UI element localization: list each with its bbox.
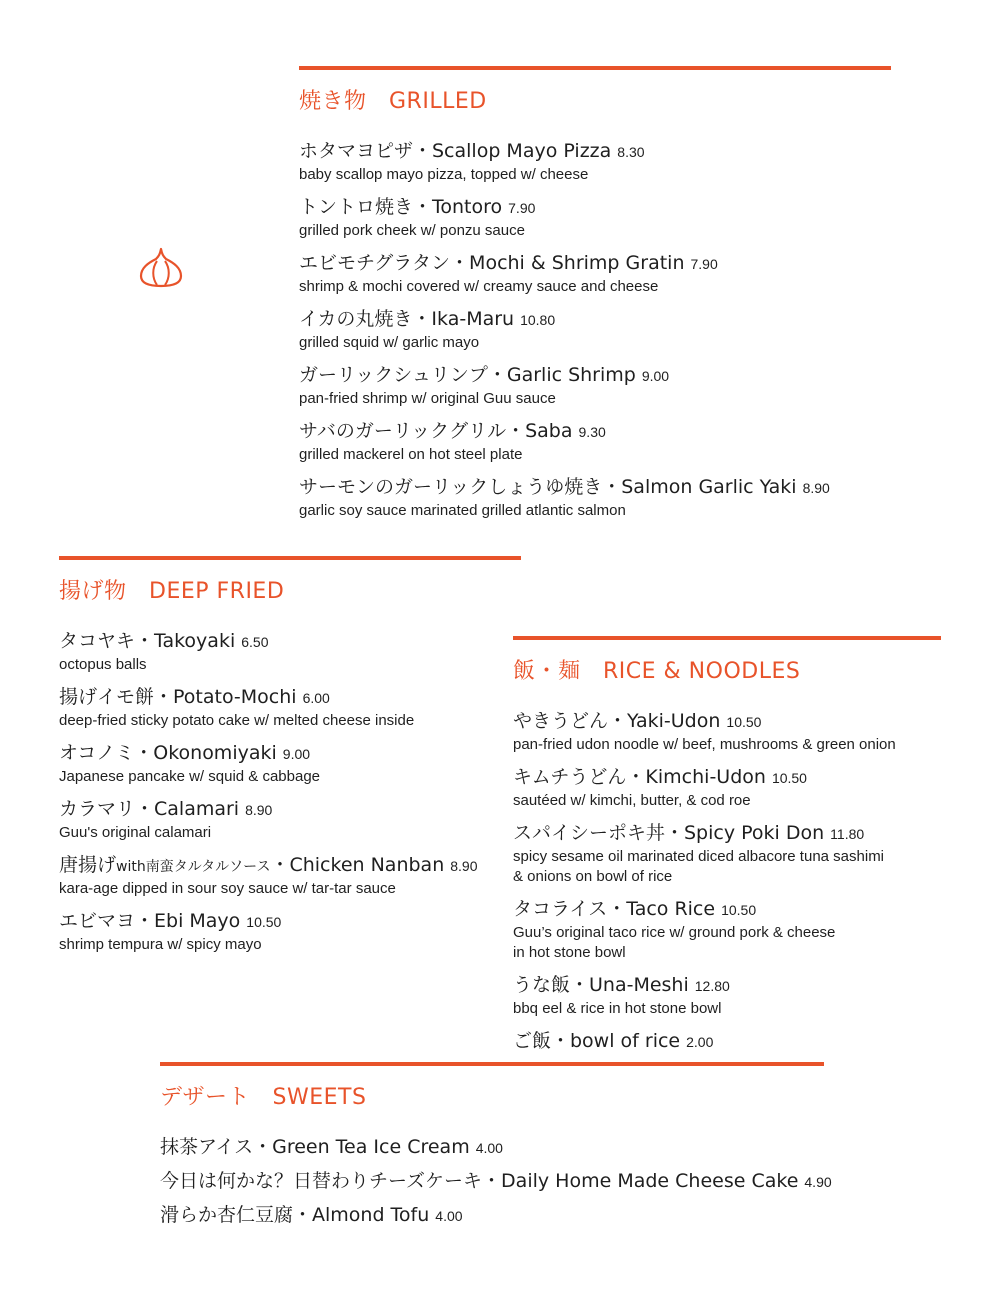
- item-description: pan-fried shrimp w/ original Guu sauce: [299, 390, 556, 407]
- menu-item: [59, 853, 521, 899]
- section-rule: [59, 556, 521, 560]
- item-price: 8.90: [450, 858, 478, 874]
- menu-list: [299, 139, 891, 521]
- item-name: うな飯・Una-Meshi: [513, 974, 689, 996]
- item-price: 4.00: [435, 1208, 463, 1224]
- item-name: エビモチグラタン・Mochi & Shrimp Gratin: [299, 252, 685, 274]
- item-description: shrimp tempura w/ spicy mayo: [59, 936, 262, 953]
- item-name-suffix: ・Chicken Nanban: [270, 854, 445, 876]
- item-description: bbq eel & rice in hot stone bowl: [513, 1000, 722, 1017]
- menu-item: [160, 1169, 832, 1195]
- menu-item: [59, 797, 521, 843]
- section-heading: デザート SWEETS: [160, 1085, 367, 1110]
- section-deep-fried: [59, 556, 521, 965]
- item-price: 7.90: [508, 200, 536, 216]
- menu-item: [59, 909, 521, 955]
- menu-item: [513, 1029, 941, 1055]
- item-name: スパイシーポキ丼・Spicy Poki Don: [513, 822, 825, 844]
- item-price: 6.50: [241, 634, 269, 650]
- item-price: 4.00: [475, 1140, 503, 1156]
- item-price: 8.90: [245, 802, 273, 818]
- section-rice-noodles: [513, 636, 941, 1065]
- menu-item: [299, 363, 891, 409]
- item-price: 8.30: [617, 144, 645, 160]
- item-name: カラマリ・Calamari: [59, 798, 240, 820]
- item-description: octopus balls: [59, 656, 147, 673]
- menu-item: [299, 139, 891, 185]
- section-rule: [299, 66, 891, 70]
- item-name: やきうどん・Yaki-Udon: [513, 710, 721, 732]
- item-name: [59, 854, 444, 876]
- menu-item: [513, 973, 941, 1019]
- menu-list: [513, 709, 941, 1055]
- item-price: 10.80: [520, 312, 556, 328]
- item-description: baby scallop mayo pizza, topped w/ cheese: [299, 166, 589, 183]
- item-name-prefix: 唐揚げ: [59, 854, 117, 876]
- item-name: サバのガーリックグリル・Saba: [299, 420, 573, 442]
- item-price: 7.90: [690, 256, 718, 272]
- item-price: 10.50: [246, 914, 282, 930]
- item-description: Guu's original calamari: [59, 824, 212, 841]
- item-name: ホタマヨピザ・Scallop Mayo Pizza: [299, 140, 612, 162]
- item-name: ご飯・bowl of rice: [513, 1030, 681, 1052]
- item-price: 2.00: [686, 1034, 714, 1050]
- item-description: garlic soy sauce marinated grilled atlantic salmon: [299, 502, 626, 519]
- item-price: 9.00: [641, 368, 670, 384]
- menu-list: [59, 629, 521, 955]
- section-heading: 焼き物 GRILLED: [299, 89, 487, 114]
- item-price: 12.80: [694, 978, 730, 994]
- item-name: サーモンのガーリックしょうゆ焼き・Salmon Garlic Yaki: [299, 476, 797, 498]
- item-name: キムチうどん・Kimchi-Udon: [513, 766, 766, 788]
- item-name-small: with南蛮タルタルソース: [116, 859, 271, 875]
- menu-item: [160, 1135, 824, 1161]
- item-name: タコヤキ・Takoyaki: [59, 630, 236, 652]
- item-description: kara-age dipped in sour soy sauce w/ tar-tar sauce: [59, 880, 396, 897]
- menu-item: [299, 195, 891, 241]
- item-name: イカの丸焼き・Ika-Maru: [299, 308, 515, 330]
- item-description-line: spicy sesame oil marinated diced albacore tuna sashimi: [513, 848, 885, 865]
- item-description-line: in hot stone bowl: [513, 944, 626, 961]
- item-description: grilled pork cheek w/ ponzu sauce: [299, 222, 525, 239]
- section-heading: 飯・麺 RICE & NOODLES: [513, 659, 801, 684]
- section-grilled: [299, 66, 891, 531]
- item-price: 10.50: [771, 770, 807, 786]
- item-price: 10.50: [726, 714, 762, 730]
- menu-item: [59, 741, 521, 787]
- item-name: トントロ焼き・Tontoro: [299, 196, 503, 218]
- item-price: 4.90: [804, 1174, 832, 1190]
- menu-item: [513, 897, 941, 963]
- item-description-line: & onions on bowl of rice: [513, 868, 673, 885]
- menu-item: [299, 307, 891, 353]
- section-heading: 揚げ物 DEEP FRIED: [59, 579, 285, 604]
- item-name: オコノミ・Okonomiyaki: [59, 742, 277, 764]
- item-price: 10.50: [721, 902, 757, 918]
- menu-item: [59, 685, 521, 731]
- menu-list: [160, 1135, 832, 1229]
- item-name: ガーリックシュリンプ・Garlic Shrimp: [299, 364, 636, 386]
- menu-item: [299, 251, 891, 297]
- item-description: pan-fried udon noodle w/ beef, mushrooms & green onion: [513, 736, 896, 753]
- menu-item: [513, 821, 941, 887]
- section-sweets: [160, 1062, 832, 1237]
- menu-item: [513, 765, 941, 811]
- menu-item: [299, 475, 891, 521]
- item-name: 揚げイモ餅・Potato-Mochi: [59, 686, 297, 708]
- item-price: 11.80: [830, 826, 865, 842]
- item-name: タコライス・Taco Rice: [513, 898, 716, 920]
- menu-item: [160, 1203, 824, 1229]
- item-name: 今日は何かな？日替わりチーズケーキ・Daily Home Made Cheese Cake: [160, 1170, 799, 1192]
- menu-item: [59, 629, 521, 675]
- menu-item: [513, 709, 941, 755]
- item-price: 9.30: [578, 424, 606, 440]
- item-description: sautéed w/ kimchi, butter, & cod roe: [513, 792, 751, 809]
- item-name: エビマヨ・Ebi Mayo: [59, 910, 241, 932]
- item-description: grilled mackerel on hot steel plate: [299, 446, 523, 463]
- section-rule: [160, 1062, 824, 1066]
- item-name: 滑らか杏仁豆腐・Almond Tofu: [160, 1204, 430, 1226]
- item-price: 8.90: [802, 480, 830, 496]
- item-description: deep-fried sticky potato cake w/ melted cheese inside: [59, 712, 415, 729]
- item-description: shrimp & mochi covered w/ creamy sauce and cheese: [299, 278, 659, 295]
- item-description: Japanese pancake w/ squid & cabbage: [59, 768, 321, 785]
- item-description: grilled squid w/ garlic mayo: [299, 334, 480, 351]
- item-description-line: Guu’s original taco rice w/ ground pork & cheese: [513, 924, 836, 941]
- item-price: 6.00: [302, 690, 330, 706]
- section-rule: [513, 636, 941, 640]
- item-price: 9.00: [282, 746, 311, 762]
- menu-item: [299, 419, 891, 465]
- garlic-icon: [138, 246, 184, 288]
- item-name: 抹茶アイス・Green Tea Ice Cream: [160, 1136, 470, 1158]
